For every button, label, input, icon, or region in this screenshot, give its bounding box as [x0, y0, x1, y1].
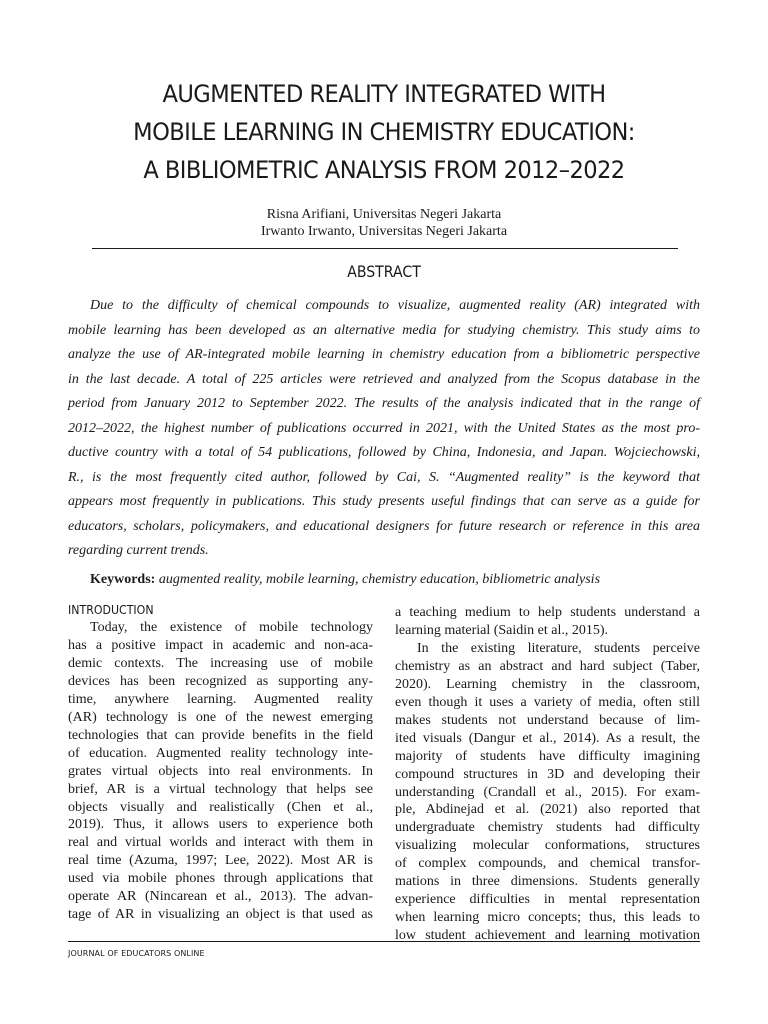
header-divider [92, 248, 678, 249]
body-line: chemistry as an abstract and hard subject (Taber, [395, 658, 700, 674]
keywords [90, 570, 710, 590]
title-line: MOBILE LEARNING IN CHEMISTRY EDUCATION: [133, 118, 635, 146]
body-line: demic contexts. The increasing use of mobile [68, 655, 373, 671]
left-column [68, 601, 373, 924]
abstract-line: mobile learning has been developed as an alternative media for studying chemistry. This study aims to [68, 322, 700, 338]
author-list [0, 206, 768, 240]
body-line: ited visuals (Dangur et al., 2014). As a result, the [395, 730, 700, 746]
introduction-heading: INTRODUCTION [68, 602, 154, 617]
body-line: technologies that can provide benefits in the field [68, 727, 373, 743]
abstract-line: educators, scholars, policymakers, and educational designers for future research or reference in this area [68, 518, 700, 534]
body-line: real time (Azuma, 1997; Lee, 2022). Most AR is [68, 853, 373, 869]
body-line: 2019). Thus, it allows users to experience both [68, 817, 373, 833]
footer-divider [68, 941, 700, 942]
abstract-line: appears most frequently in publications. This study presents useful findings that can serve as a guide for [68, 494, 700, 509]
abstract-line: analyze the use of AR-integrated mobile learning in chemistry education from a bibliometric perspective [68, 347, 700, 362]
body-line: (AR) technology is one of the newest emerging [68, 709, 373, 725]
body-line: used via mobile phones through applications that [68, 871, 373, 887]
body-line: grates virtual objects into real environments. In [68, 763, 373, 779]
body-line: low student achievement and learning motivation [395, 928, 700, 944]
body-line: ple, Abdinejad et al. (2021) also reported that [395, 802, 700, 818]
keywords-text: augmented reality, mobile learning, chemistry education, bibliometric analysis [158, 572, 601, 587]
body-line: learning material (Saidin et al., 2015). [395, 622, 609, 638]
title-line: A BIBLIOMETRIC ANALYSIS FROM 2012–2022 [143, 156, 625, 184]
abstract-line: regarding current trends. [68, 543, 209, 558]
abstract-line: R., is the most frequently cited author, followed by Cai, S. “Augmented reality” is the keyword that [68, 469, 700, 485]
body-line: objects visually and realistically (Chen et al., [68, 799, 373, 815]
right-column [395, 604, 700, 945]
body-line: compound structures in 3D and developing their [395, 766, 700, 782]
body-line: time, anywhere learning. Augmented reality [68, 691, 373, 707]
body-line: operate AR (Nincarean et al., 2013). The advan- [68, 889, 373, 905]
body-line: a teaching medium to help students understand a [395, 605, 700, 620]
body-line: majority of students have difficulty imagining [395, 748, 700, 764]
body-line: when learning micro concepts; thus, this leads to [395, 910, 700, 926]
abstract-line: period from January 2012 to September 2022. The results of the analysis indicated that in the range of [68, 396, 700, 411]
body-line: 2020). Learning chemistry in the classroom, [395, 676, 700, 692]
body-line: visualizing molecular conformations, structures [395, 838, 700, 854]
body-line: devices has been recognized as supporting any- [68, 673, 373, 689]
body-line: undergraduate chemistry students had difficulty [395, 820, 700, 836]
keywords-label: Keywords: [90, 572, 156, 587]
body-line: brief, AR is a virtual technology that helps see [68, 781, 373, 797]
abstract-heading: ABSTRACT [347, 262, 421, 281]
body-line: even though it uses a variety of media, often still [395, 694, 700, 710]
abstract-line: in the last decade. A total of 225 articles were retrieved and analyzed from the Scopus database in the [68, 371, 700, 387]
abstract-line: ductive country with a total of 54 publications, followed by China, Indonesia, and Japan. Wojciechowski, [68, 445, 700, 460]
title-line: AUGMENTED REALITY INTEGRATED WITH [162, 80, 606, 108]
abstract-line: 2012–2022, the highest number of publications occurred in 2021, with the United States as the most pro- [68, 420, 700, 436]
body-line: of complex compounds, and chemical transfor- [395, 856, 700, 872]
body-line: understanding (Crandall et al., 2015). For exam- [395, 784, 700, 800]
body-line: of education. Augmented reality technology inte- [68, 745, 373, 761]
body-line: Today, the existence of mobile technology [90, 620, 373, 635]
body-line: real and virtual worlds and interact with them in [68, 835, 373, 851]
body-line: makes students not understand because of lim- [395, 712, 700, 728]
body-line: experience difficulties in mental representation [395, 892, 700, 908]
paper-title [79, 75, 688, 189]
abstract-body [68, 294, 700, 564]
journal-footer: JOURNAL OF EDUCATORS ONLINE [68, 949, 205, 958]
body-line: tage of AR in visualizing an object is that used as [68, 907, 373, 923]
body-line: has a positive impact in academic and non-aca- [68, 637, 373, 653]
author-line: Irwanto Irwanto, Universitas Negeri Jakarta [260, 224, 508, 239]
author-line: Risna Arifiani, Universitas Negeri Jakarta [266, 207, 502, 222]
body-line: In the existing literature, students perceive [417, 640, 700, 656]
abstract-line: Due to the difficulty of chemical compounds to visualize, augmented reality (AR) integrated with [90, 298, 700, 313]
body-line: mations in three dimensions. Students generally [395, 874, 700, 890]
